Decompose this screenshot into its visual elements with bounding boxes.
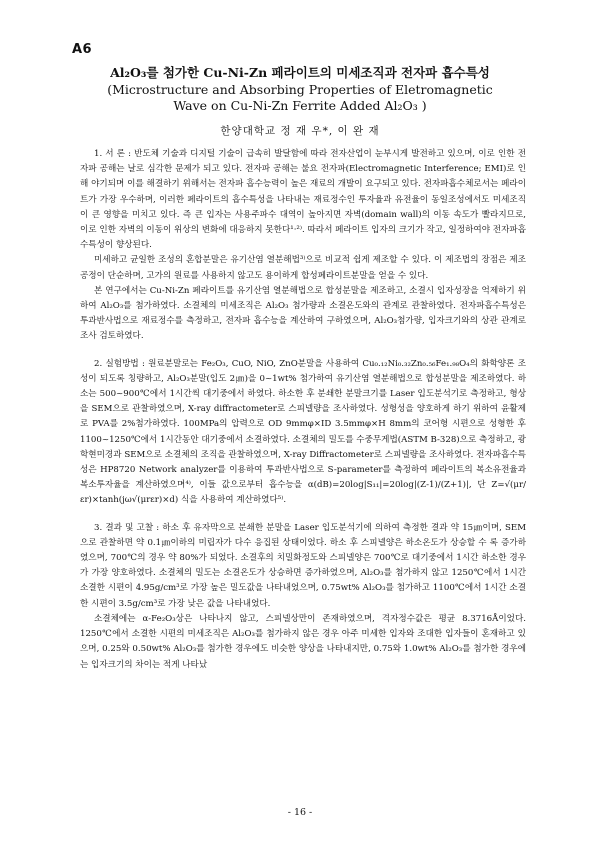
title-korean: Al₂O₃를 첨가한 Cu-Ni-Zn 페라이트의 미세조직과 전자파 흡수특성	[110, 65, 490, 80]
paragraph-introduction: 1. 서 론 : 반도체 기술과 디지털 기술이 급속히 발달함에 따라 전자산업이 눈부시게 발전하고 있으며, 이로 인한 전자파 공해는 날로 심각한 문제가 되고 있다. 전자파 공해는 불요 전자파(Electromagnetic Interference; EMI)로 인해 야기되며 이를 해결하기 위해서는 전자파 흡수능력이 높은 재료의 개발이 요구되고 있다. 전자파흡수체로서는 페라이트가 가장 우수하며, 이러한 페라이트의 흡수특성을 나타내는 재료정수인 투자율과 유전율이 동일조성에서도 미세조직이 큰 영향을 미치고 있다. 즉 큰 입자는 사용주파수 대역이 높아지면 자벽(domain wall)의 이동 속도가 빨라지므로, 이로 인한 자벽의 이동이 위상의 변화에 대응하지 못한다¹·²⁾. 따라서 페라이트 입자의 크기가 작고, 일정하여야 전자파흡수특성이 향상된다.	[80, 149, 526, 251]
page-id: A6	[72, 42, 93, 57]
section-gap	[80, 345, 526, 357]
author-line: 한양대학교 정 재 우*, 이 완 재	[220, 125, 380, 137]
page-number: - 16 -	[287, 807, 313, 818]
paragraph-introduction-3: 본 연구에서는 Cu-Ni-Zn 페라이트를 유기산염 열분해법으로 합성분말을 제조하고, 소결시 입자성장을 억제하기 위하여 Al₂O₃를 첨가하였다. 소결체의 미세조직은 Al₂O₃ 첨가량과 소결온도와의 관계로 관찰하였다. 전자파흡수특성은 투과반사법으로 재료정수를 측정하고, 전자파 흡수능을 계산하여 구하였으며, Al₂O₃첨가량, 입자크기와의 상관 관계로 조사 검토하였다.	[80, 285, 526, 342]
title-english-line2: Wave on Cu-Ni-Zn Ferrite Added Al₂O₃ )	[173, 98, 427, 113]
paragraph-results: 3. 결과 및 고찰 : 하소 후 유자막으로 분쇄한 분말을 Laser 입도분석기에 의하여 측정한 결과 약 15㎛이며, SEM으로 관찰하면 약 0.1㎛이하의 미립자가 다수 응집된 상태이었다. 하소 후 스피넬양은 하소온도가 상승할 수 록 증가하였으며, 700℃의 경우 약 80%가 되었다. 소결후의 치밀화정도와 스피넬양은 700℃로 대기중에서 1시간 하소한 경우가 가장 양호하였다. 소결체의 밀도는 소결온도가 상승하면 증가하였으며, Al₂O₃를 첨가하지 않고 1250℃에서 1시간 소결한 시편이 4.95g/cm³로 가장 높은 밀도값을 나타내었으며, 0.75wt% Al₂O₃를 첨가하고 1100℃에서 1시간 소결한 시편이 3.5g/cm³로 가장 낮은 값을 나타내었다.	[80, 522, 526, 609]
paragraph-results-2: 소결체에는 α-Fe₂O₃상은 나타나지 않고, 스피넬상만이 존재하였으며, 격자정수값은 평균 8.3716Å이었다. 1250℃에서 소결한 시편의 미세조직은 Al₂O₃를 첨가하지 않은 경우 아주 미세한 입자와 조대한 입자들이 혼재하고 있으며, 0.25와 0.50wt% Al₂O₃를 첨가한 경우에도 비슷한 양상을 나타내지만, 0.75와 1.0wt% Al₂O₃를 첨가한 경우에는 입자크기의 차이는 적게 나타났	[80, 613, 526, 670]
paragraph-methods: 2. 실험방법 : 원료분말로는 Fe₂O₃, CuO, NiO, ZnO분말을 사용하여 Cu₀.₁₂Ni₀.₃₂Zn₀.₅₆Fe₁.₉₈O₄의 화학양론 조성이 되도록 칭량하고, Al₂O₃분말(입도 2㎛)을 0~1wt% 첨가하여 유기산염 열분해법으로 합성분말을 제조하였다. 하소는 500~900℃에서 1시간씩 대기중에서 하였다. 하소한 후 분쇄한 분말크기를 Laser 입도분석기로 측정하고, 형상을 SEM으로 관찰하였으며, X-ray diffractometer로 스피넬량을 조사하였다. 성형성을 양호하게 하기 위하여 윤활제로 PVA를 2%첨가하였다. 100MPa의 압력으로 OD 9mmφ×ID 3.5mmφ×H 8mm의 코어형 시편으로 성형한 후 1100~1250℃에서 1시간동안 대기중에서 소결하였다. 소결체의 밀도를 수중무게법(ASTM B-328)으로 측정하고, 광학현미경과 SEM으로 소결체의 조직을 관찰하였으며, X-ray Diffractometer로 스피넬량을 조사하였다. 전자파흡수특성은 HP8720 Network analyzer를 이용하여 투과반사법으로 S-parameter를 측정하여 페라이트의 복소유전율과 복소투자율을 계산하였으며⁴⁾, 이들 값으로부터 흡수능을 α(dB)=20log|S₁₁|=20log|(Z-1)/(Z+1)|, 단 Z=√(μr/εr)×tanh(jω√(μrεr)×d) 식을 사용하여 계산하였다⁵⁾.	[80, 358, 526, 506]
section-gap	[80, 509, 526, 521]
title-english-line1: (Microstructure and Absorbing Properties of Eletromagnetic	[107, 82, 493, 97]
title-block	[0, 64, 600, 114]
body-text	[80, 147, 526, 673]
paragraph-introduction-2: 미세하고 균일한 조성의 혼합분말은 유기산염 열분해법³⁾으로 비교적 쉽게 제조할 수 있다. 이 제조법의 장점은 제조공정이 단순하며, 고가의 원료를 사용하지 않고도 용이하게 합성페라이트분말을 얻을 수 있다.	[80, 255, 526, 281]
